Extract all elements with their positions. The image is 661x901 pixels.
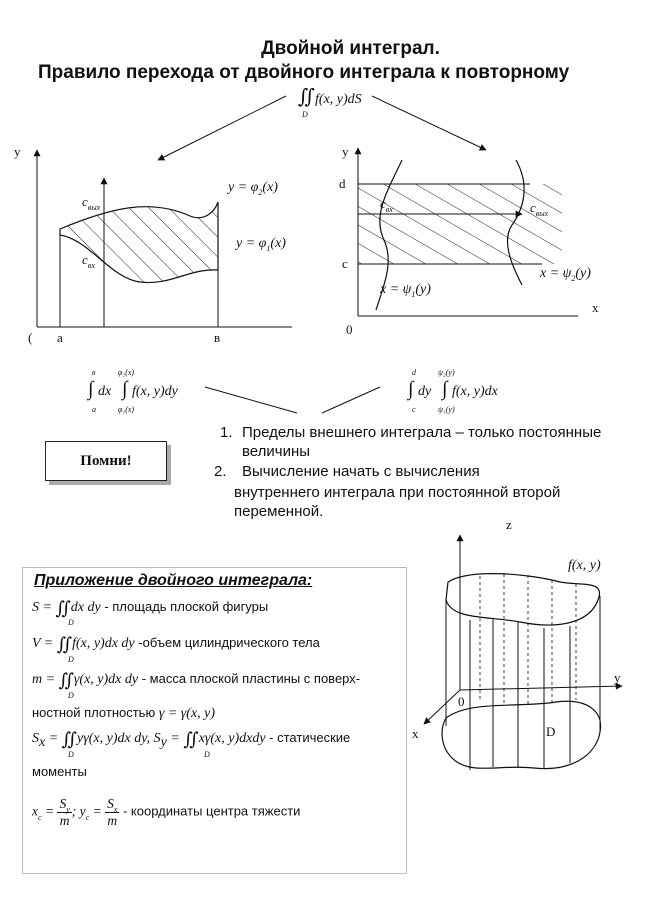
left-lower-curve-label: $y = \varphi_1(x)$ xyxy=(236,236,286,253)
area-sub-d: D xyxy=(68,618,74,627)
note-2-line-2: внутреннего интеграла при постоянной второй xyxy=(234,484,561,501)
static-moments-word: моменты xyxy=(32,764,87,779)
cyl-x-label: x xyxy=(412,726,419,741)
left-region xyxy=(60,202,218,283)
title-line-1: Двойной интеграл. xyxy=(261,38,440,59)
top-formula-expr: f(x, y)dS xyxy=(315,92,362,107)
volume-formula: V = ∬f(x, y)dx dy -объем цилиндрического тела xyxy=(32,634,320,654)
sx-sub-d: D xyxy=(68,750,74,759)
volume-sub-d: D xyxy=(68,655,74,664)
static-moments-formula: Sx = ∬yγ(x, y)dx dy, Sy = ∬xγ(x, y)dxdy - статические xyxy=(32,729,351,750)
right-axis-y-label: y xyxy=(342,144,349,159)
left-tick-a: a xyxy=(57,330,63,345)
left-tick-b: в xyxy=(214,330,221,345)
left-c-in-label: $c_{вх}$ xyxy=(82,252,95,270)
left-c-out-label: $c_{вых}$ xyxy=(82,194,101,212)
note-1-line-2: величины xyxy=(242,443,311,460)
left-upper-curve-label: $y = \varphi_2(x)$ xyxy=(228,180,278,197)
sy-sub-d: D xyxy=(204,750,210,759)
top-formula-sub: D xyxy=(302,110,308,119)
mass-sub-d: D xyxy=(68,691,74,700)
iterated-integral-right: d ∫ c dy ψ₂(y) ∫ ψ₁(y) f(x, y)dx xyxy=(408,368,498,414)
note-2-line-1: Вычисление начать с вычисления xyxy=(242,463,480,480)
cyl-z-label: z xyxy=(506,517,512,532)
right-left-curve-label: $x = \psi_1(y)$ xyxy=(380,282,431,299)
note-2-number: 2. xyxy=(214,463,227,480)
left-axis-origin: ( xyxy=(28,330,33,345)
cyl-origin: 0 xyxy=(458,694,465,709)
cyl-y-axis xyxy=(460,686,622,690)
application-title: Приложение двойного интеграла: xyxy=(34,572,313,589)
mass-formula: m = ∬γ(x, y)dx dy - масса плоской пластины с поверх- xyxy=(32,670,361,690)
right-c-out-label: $c_{вых}$ xyxy=(530,200,549,218)
right-tick-c: c xyxy=(342,256,348,271)
right-c-in-label: $c_{вх}$ xyxy=(380,196,393,214)
right-right-curve-label: $x = \psi_2(y)$ xyxy=(540,266,591,283)
cyl-y-label: y xyxy=(614,670,621,685)
left-axis-y-label: y xyxy=(14,144,21,159)
note-1-line-1: Пределы внешнего интеграла – только постоянные xyxy=(242,424,602,441)
density-line: ностной плотностью γ = γ(x, y) xyxy=(32,705,216,721)
double-integral-sign: ∬ xyxy=(298,86,316,108)
note-2-line-3: переменной. xyxy=(234,503,324,520)
right-origin: 0 xyxy=(346,322,353,337)
cyl-bottom-base xyxy=(442,701,601,768)
remember-box: Помни! xyxy=(45,441,167,481)
iterated-integral-left: в ∫ a dx φ₂(x) ∫ φ₁(x) f(x, y)dy xyxy=(88,368,178,414)
center-of-mass-formula: $x_c$ = $\frac{S_y}{m}$ ; $y_c$ = $\frac{S_x}{m}$ - координаты центра тяжести xyxy=(32,796,301,828)
note-1-number: 1. xyxy=(220,424,233,441)
cyl-surface-label: f(x, y) xyxy=(568,558,601,573)
area-formula: S = ∬dx dy - площадь плоской фигуры xyxy=(32,598,269,618)
right-tick-d: d xyxy=(339,176,346,191)
right-axis-x-label: x xyxy=(592,300,599,315)
arrow-left xyxy=(158,96,286,160)
connector-left xyxy=(205,387,297,413)
connector-right xyxy=(322,387,380,413)
arrow-right xyxy=(372,96,486,150)
title-line-2: Правило перехода от двойного интеграла к повторному xyxy=(38,62,570,83)
cyl-top-surface xyxy=(446,574,600,625)
cyl-x-axis xyxy=(424,690,460,724)
cyl-region-d: D xyxy=(546,724,556,739)
